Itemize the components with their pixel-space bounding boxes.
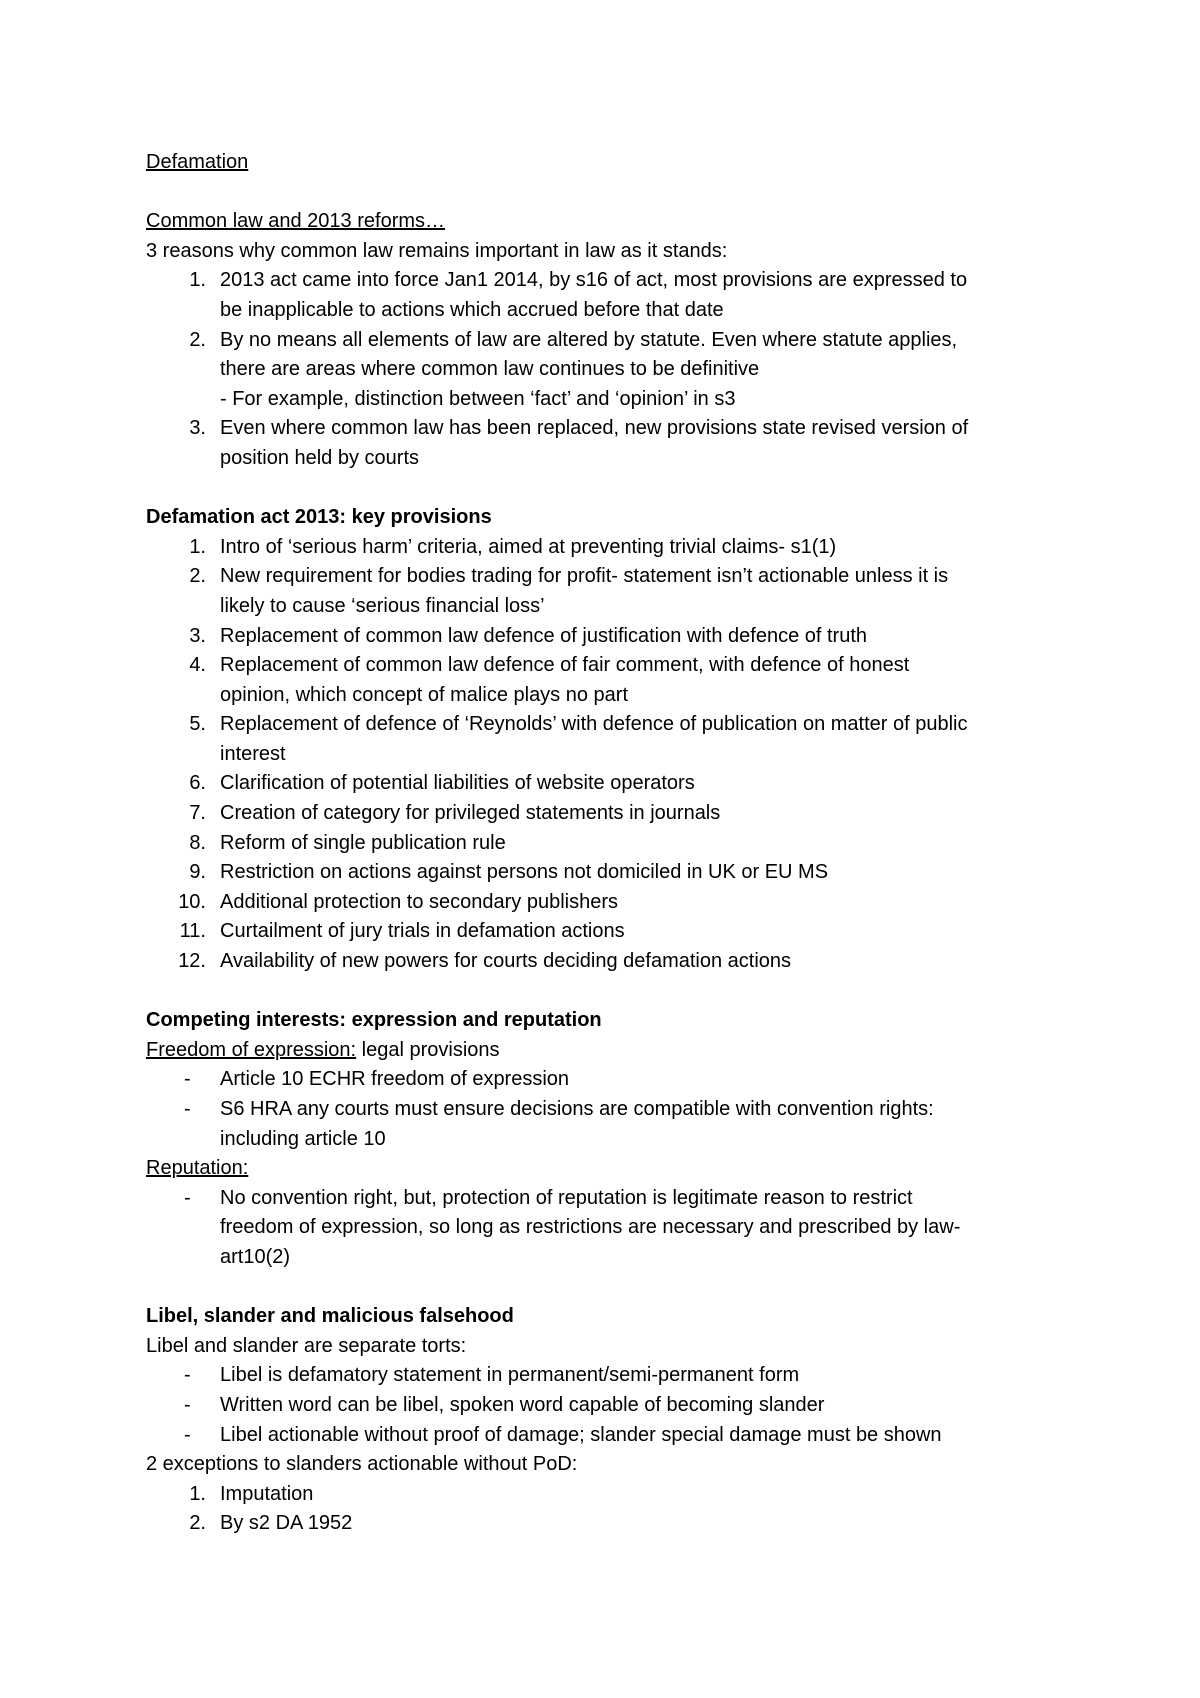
list-bullet-dash: -	[184, 1186, 191, 1209]
section-heading-competing-interests: Competing interests: expression and reputation	[146, 1009, 602, 1032]
list-number: 3.	[189, 624, 206, 647]
list-item-text-line: Libel is defamatory statement in permanent/semi-permanent form	[220, 1364, 800, 1387]
list-item	[146, 710, 1100, 769]
list-item-text-line: position held by courts	[220, 446, 420, 469]
document-title: Defamation	[146, 151, 249, 173]
list-item-text-line: By s2 DA 1952	[220, 1512, 353, 1535]
list-item-text-line: there are areas where common law continues to be definitive	[220, 358, 760, 381]
list-number: 12.	[178, 950, 206, 973]
list-item	[146, 1065, 1100, 1095]
section-heading-libel-slander: Libel, slander and malicious falsehood	[146, 1305, 514, 1328]
list-bullet-dash: -	[184, 1098, 191, 1120]
list-number: 4.	[189, 654, 206, 677]
list-item	[146, 414, 1100, 473]
list-item	[146, 888, 1100, 918]
list-item-text-line: S6 HRA any courts must ensure decisions are compatible with convention rights:	[220, 1098, 934, 1120]
list-item-text-line: Replacement of defence of ‘Reynolds’ with defence of publication on matter of public	[220, 713, 968, 736]
list-item-text-line: Article 10 ECHR freedom of expression	[220, 1068, 570, 1091]
list-item-text-line: Availability of new powers for courts deciding defamation actions	[220, 950, 792, 973]
list-number: 1.	[189, 535, 206, 558]
list-item	[146, 1361, 1100, 1391]
list-item	[146, 1480, 1100, 1510]
list-item-text-line: freedom of expression, so long as restrictions are necessary and prescribed by law-	[220, 1216, 961, 1239]
list-item-text-line: Libel actionable without proof of damage; slander special damage must be shown	[220, 1423, 942, 1446]
section-intro: 3 reasons why common law remains important in law as it stands:	[146, 239, 728, 262]
list-number: 2.	[189, 328, 206, 351]
reputation-label: Reputation:	[146, 1157, 249, 1180]
freedom-of-expression-line	[146, 1036, 1100, 1066]
list-item-text-line: By no means all elements of law are altered by statute. Even where statute applies,	[220, 328, 958, 351]
exceptions-list	[146, 1480, 1100, 1539]
list-number: 5.	[189, 713, 206, 736]
list-number: 3.	[189, 417, 206, 440]
list-item	[146, 858, 1100, 888]
list-item-text-line: Clarification of potential liabilities of website operators	[220, 772, 695, 795]
freedom-items-list	[146, 1065, 1100, 1154]
list-item-text-line: interest	[220, 742, 286, 765]
list-number: 11.	[179, 920, 206, 943]
list-bullet-dash: -	[184, 1423, 191, 1446]
list-item	[146, 533, 1100, 563]
list-item	[146, 799, 1100, 829]
libel-items-list	[146, 1361, 1100, 1450]
list-item-text-line: be inapplicable to actions which accrued before that date	[220, 298, 724, 321]
list-number: 2.	[189, 565, 206, 588]
section-heading-common-law: Common law and 2013 reforms…	[146, 210, 446, 233]
list-item-text-line: Additional protection to secondary publishers	[220, 890, 619, 913]
list-item-text-line: Creation of category for privileged statements in journals	[220, 802, 721, 825]
list-item	[146, 651, 1100, 710]
list-item	[146, 1184, 1100, 1273]
list-item-text-line: including article 10	[220, 1127, 386, 1150]
list-item-text-line: Restriction on actions against persons not domiciled in UK or EU MS	[220, 861, 829, 884]
list-item	[146, 1391, 1100, 1421]
list-item-text-line: No convention right, but, protection of reputation is legitimate reason to restrict	[220, 1186, 913, 1209]
freedom-of-expression-label: Freedom of expression:	[146, 1038, 357, 1061]
list-item-text-line: - For example, distinction between ‘fact’ and ‘opinion’ in s3	[220, 387, 736, 410]
list-item	[146, 562, 1100, 621]
list-item	[146, 266, 1100, 325]
list-item	[146, 1095, 1100, 1154]
list-item-text-line: Imputation	[220, 1482, 314, 1505]
list-number: 1.	[189, 269, 206, 292]
section-heading-key-provisions: Defamation act 2013: key provisions	[146, 506, 492, 529]
list-bullet-dash: -	[184, 1068, 191, 1091]
reputation-items-list	[146, 1184, 1100, 1273]
list-item	[146, 829, 1100, 859]
list-item-text-line: Even where common law has been replaced, new provisions state revised version of	[220, 417, 969, 440]
list-number: 10.	[178, 890, 206, 913]
list-item	[146, 1509, 1100, 1539]
list-item-text-line: likely to cause ‘serious financial loss’	[220, 594, 545, 617]
list-item-text-line: Written word can be libel, spoken word capable of becoming slander	[220, 1393, 825, 1416]
list-item	[146, 326, 1100, 415]
exceptions-intro: 2 exceptions to slanders actionable without PoD:	[146, 1453, 578, 1476]
list-item	[146, 917, 1100, 947]
list-number: 8.	[189, 831, 206, 854]
list-item-text-line: 2013 act came into force Jan1 2014, by s16 of act, most provisions are expressed to	[220, 269, 968, 292]
list-bullet-dash: -	[184, 1393, 191, 1416]
list-item-text-line: opinion, which concept of malice plays no part	[220, 683, 629, 706]
freedom-of-expression-rest: legal provisions	[356, 1038, 500, 1061]
list-item-text-line: Replacement of common law defence of justification with defence of truth	[220, 624, 868, 647]
list-item-text-line: art10(2)	[220, 1245, 291, 1268]
list-bullet-dash: -	[184, 1364, 191, 1387]
list-item-text-line: Replacement of common law defence of fair comment, with defence of honest	[220, 654, 910, 677]
list-item	[146, 947, 1100, 977]
reasons-list	[146, 266, 1100, 473]
list-item	[146, 1421, 1100, 1451]
list-item	[146, 769, 1100, 799]
list-number: 1.	[189, 1482, 206, 1505]
list-number: 2.	[189, 1512, 206, 1535]
provisions-list	[146, 533, 1100, 977]
list-item-text-line: Curtailment of jury trials in defamation actions	[220, 920, 625, 943]
list-item-text-line: New requirement for bodies trading for profit- statement isn’t actionable unless it is	[220, 565, 949, 588]
list-item-text-line: Intro of ‘serious harm’ criteria, aimed at preventing trivial claims- s1(1)	[220, 535, 837, 558]
list-item-text-line: Reform of single publication rule	[220, 831, 506, 854]
libel-intro: Libel and slander are separate torts:	[146, 1334, 467, 1357]
list-item	[146, 622, 1100, 652]
list-number: 9.	[189, 861, 206, 884]
list-number: 6.	[189, 772, 206, 795]
list-number: 7.	[189, 802, 206, 825]
